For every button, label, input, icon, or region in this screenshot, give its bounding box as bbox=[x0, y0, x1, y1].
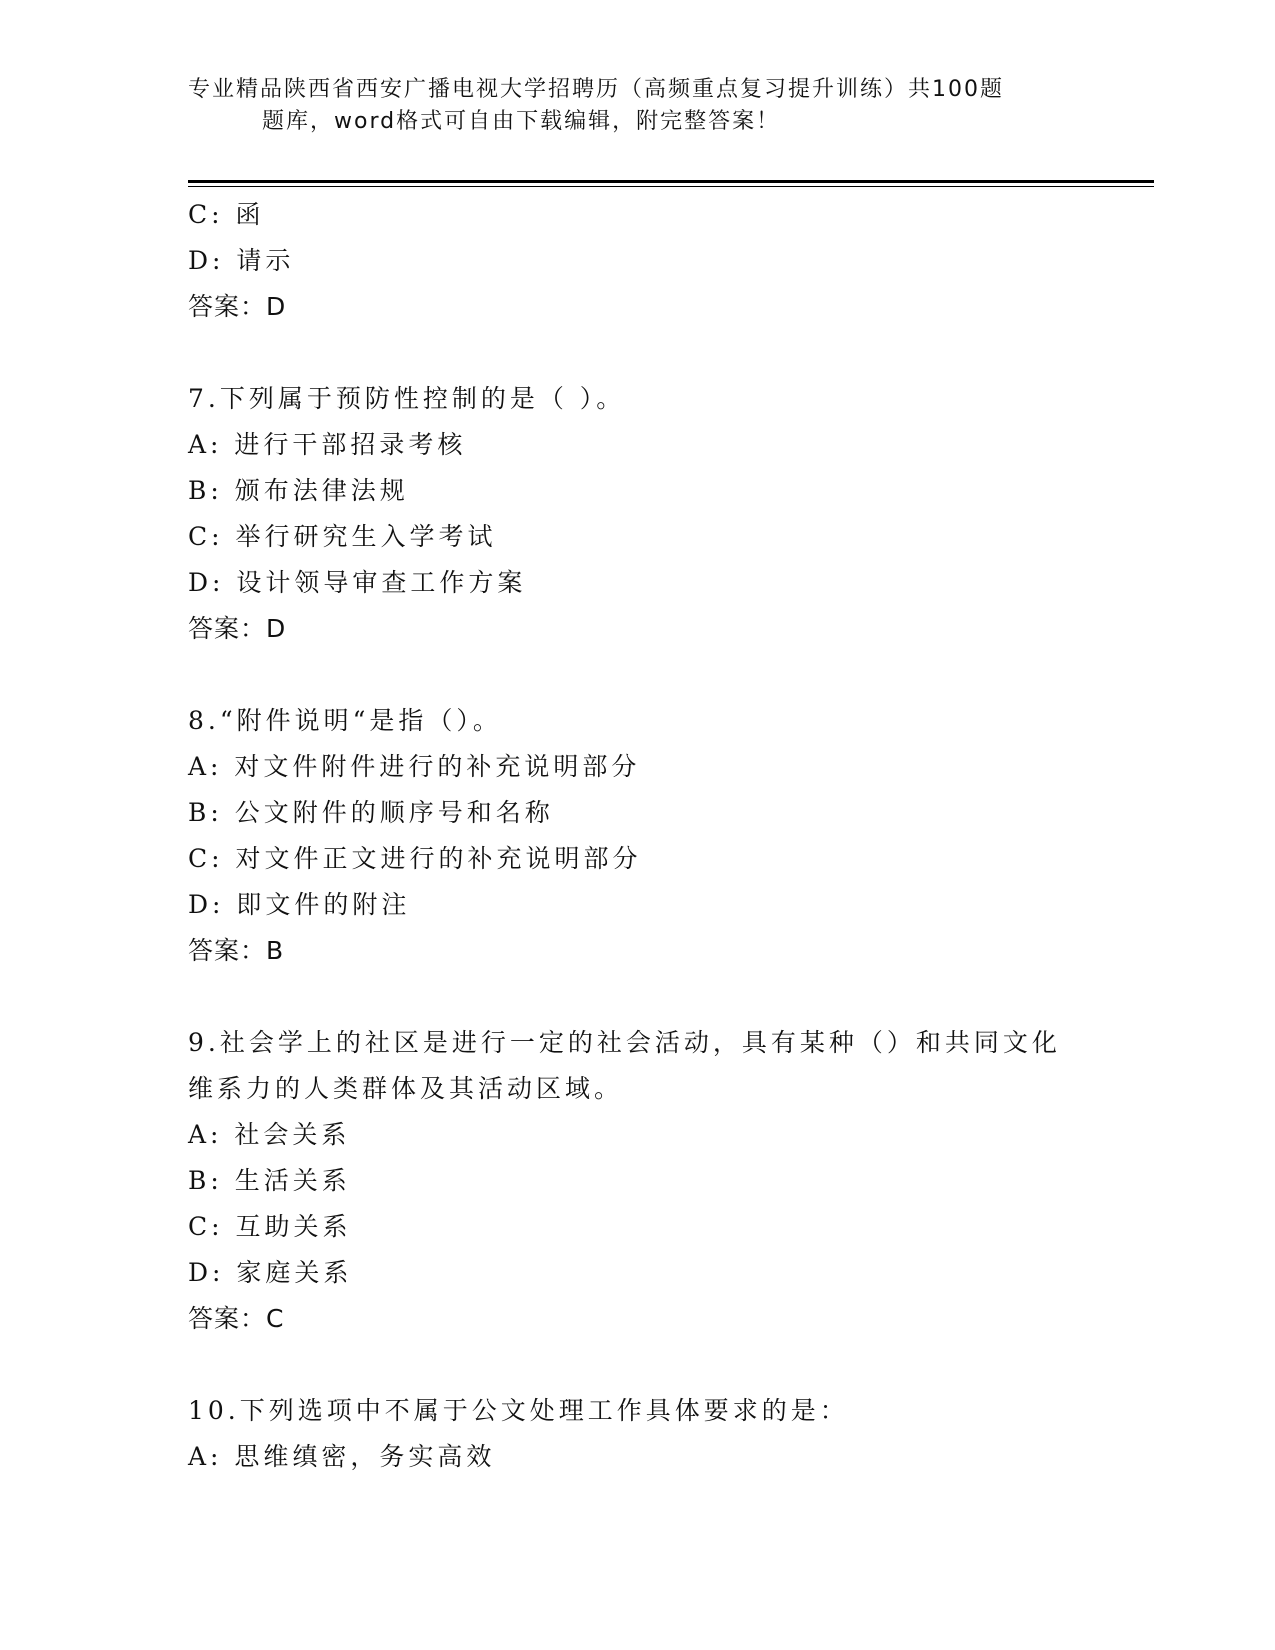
question-10 bbox=[188, 1388, 1088, 1480]
question-stem: 7.下列属于预防性控制的是（ ）。 bbox=[188, 384, 626, 413]
spacer bbox=[188, 974, 1088, 1020]
option-b: B: 颁布法律法规 bbox=[188, 476, 409, 505]
option-d: D: 设计领导审查工作方案 bbox=[188, 568, 527, 597]
option-d: D: 请示 bbox=[188, 246, 295, 275]
question-stem-line2: 维系力的人类群体及其活动区域。 bbox=[188, 1074, 624, 1103]
question-stem: 8.“附件说明“是指（）。 bbox=[188, 706, 502, 735]
option-d: D: 家庭关系 bbox=[188, 1258, 353, 1287]
question-stem-line1: 9.社会学上的社区是进行一定的社会活动，具有某种（）和共同文化 bbox=[188, 1028, 1061, 1057]
answer-line: 答案：B bbox=[188, 936, 285, 965]
spacer bbox=[188, 652, 1088, 698]
question-list bbox=[188, 192, 1088, 1480]
question-8 bbox=[188, 698, 1088, 974]
question-7 bbox=[188, 376, 1088, 652]
option-a: A: 进行干部招录考核 bbox=[188, 430, 467, 459]
document-header bbox=[188, 74, 1048, 138]
option-d: D: 即文件的附注 bbox=[188, 890, 411, 919]
option-c: C: 对文件正文进行的补充说明部分 bbox=[188, 844, 642, 873]
question-stem: 10.下列选项中不属于公文处理工作具体要求的是： bbox=[188, 1396, 849, 1425]
header-title-line2: 题库，word格式可自由下载编辑，附完整答案！ bbox=[262, 109, 781, 134]
option-b: B: 公文附件的顺序号和名称 bbox=[188, 798, 554, 827]
header-rule-thin bbox=[188, 186, 1154, 187]
answer-line: 答案：D bbox=[188, 292, 287, 321]
option-c: C: 举行研究生入学考试 bbox=[188, 522, 497, 551]
spacer bbox=[188, 330, 1088, 376]
answer-line: 答案：D bbox=[188, 614, 287, 643]
header-title-line1: 专业精品陕西省西安广播电视大学招聘历（高频重点复习提升训练）共100题 bbox=[188, 77, 1004, 102]
spacer bbox=[188, 1342, 1088, 1388]
option-a: A: 对文件附件进行的补充说明部分 bbox=[188, 752, 641, 781]
header-rule-thick bbox=[188, 180, 1154, 183]
option-a: A: 思维缜密，务实高效 bbox=[188, 1442, 496, 1471]
question-9 bbox=[188, 1020, 1088, 1342]
option-a: A: 社会关系 bbox=[188, 1120, 351, 1149]
option-c: C: 互助关系 bbox=[188, 1212, 352, 1241]
option-c: C: 函 bbox=[188, 200, 265, 229]
question-fragment bbox=[188, 192, 1088, 330]
option-b: B: 生活关系 bbox=[188, 1166, 351, 1195]
answer-line: 答案：C bbox=[188, 1304, 285, 1333]
